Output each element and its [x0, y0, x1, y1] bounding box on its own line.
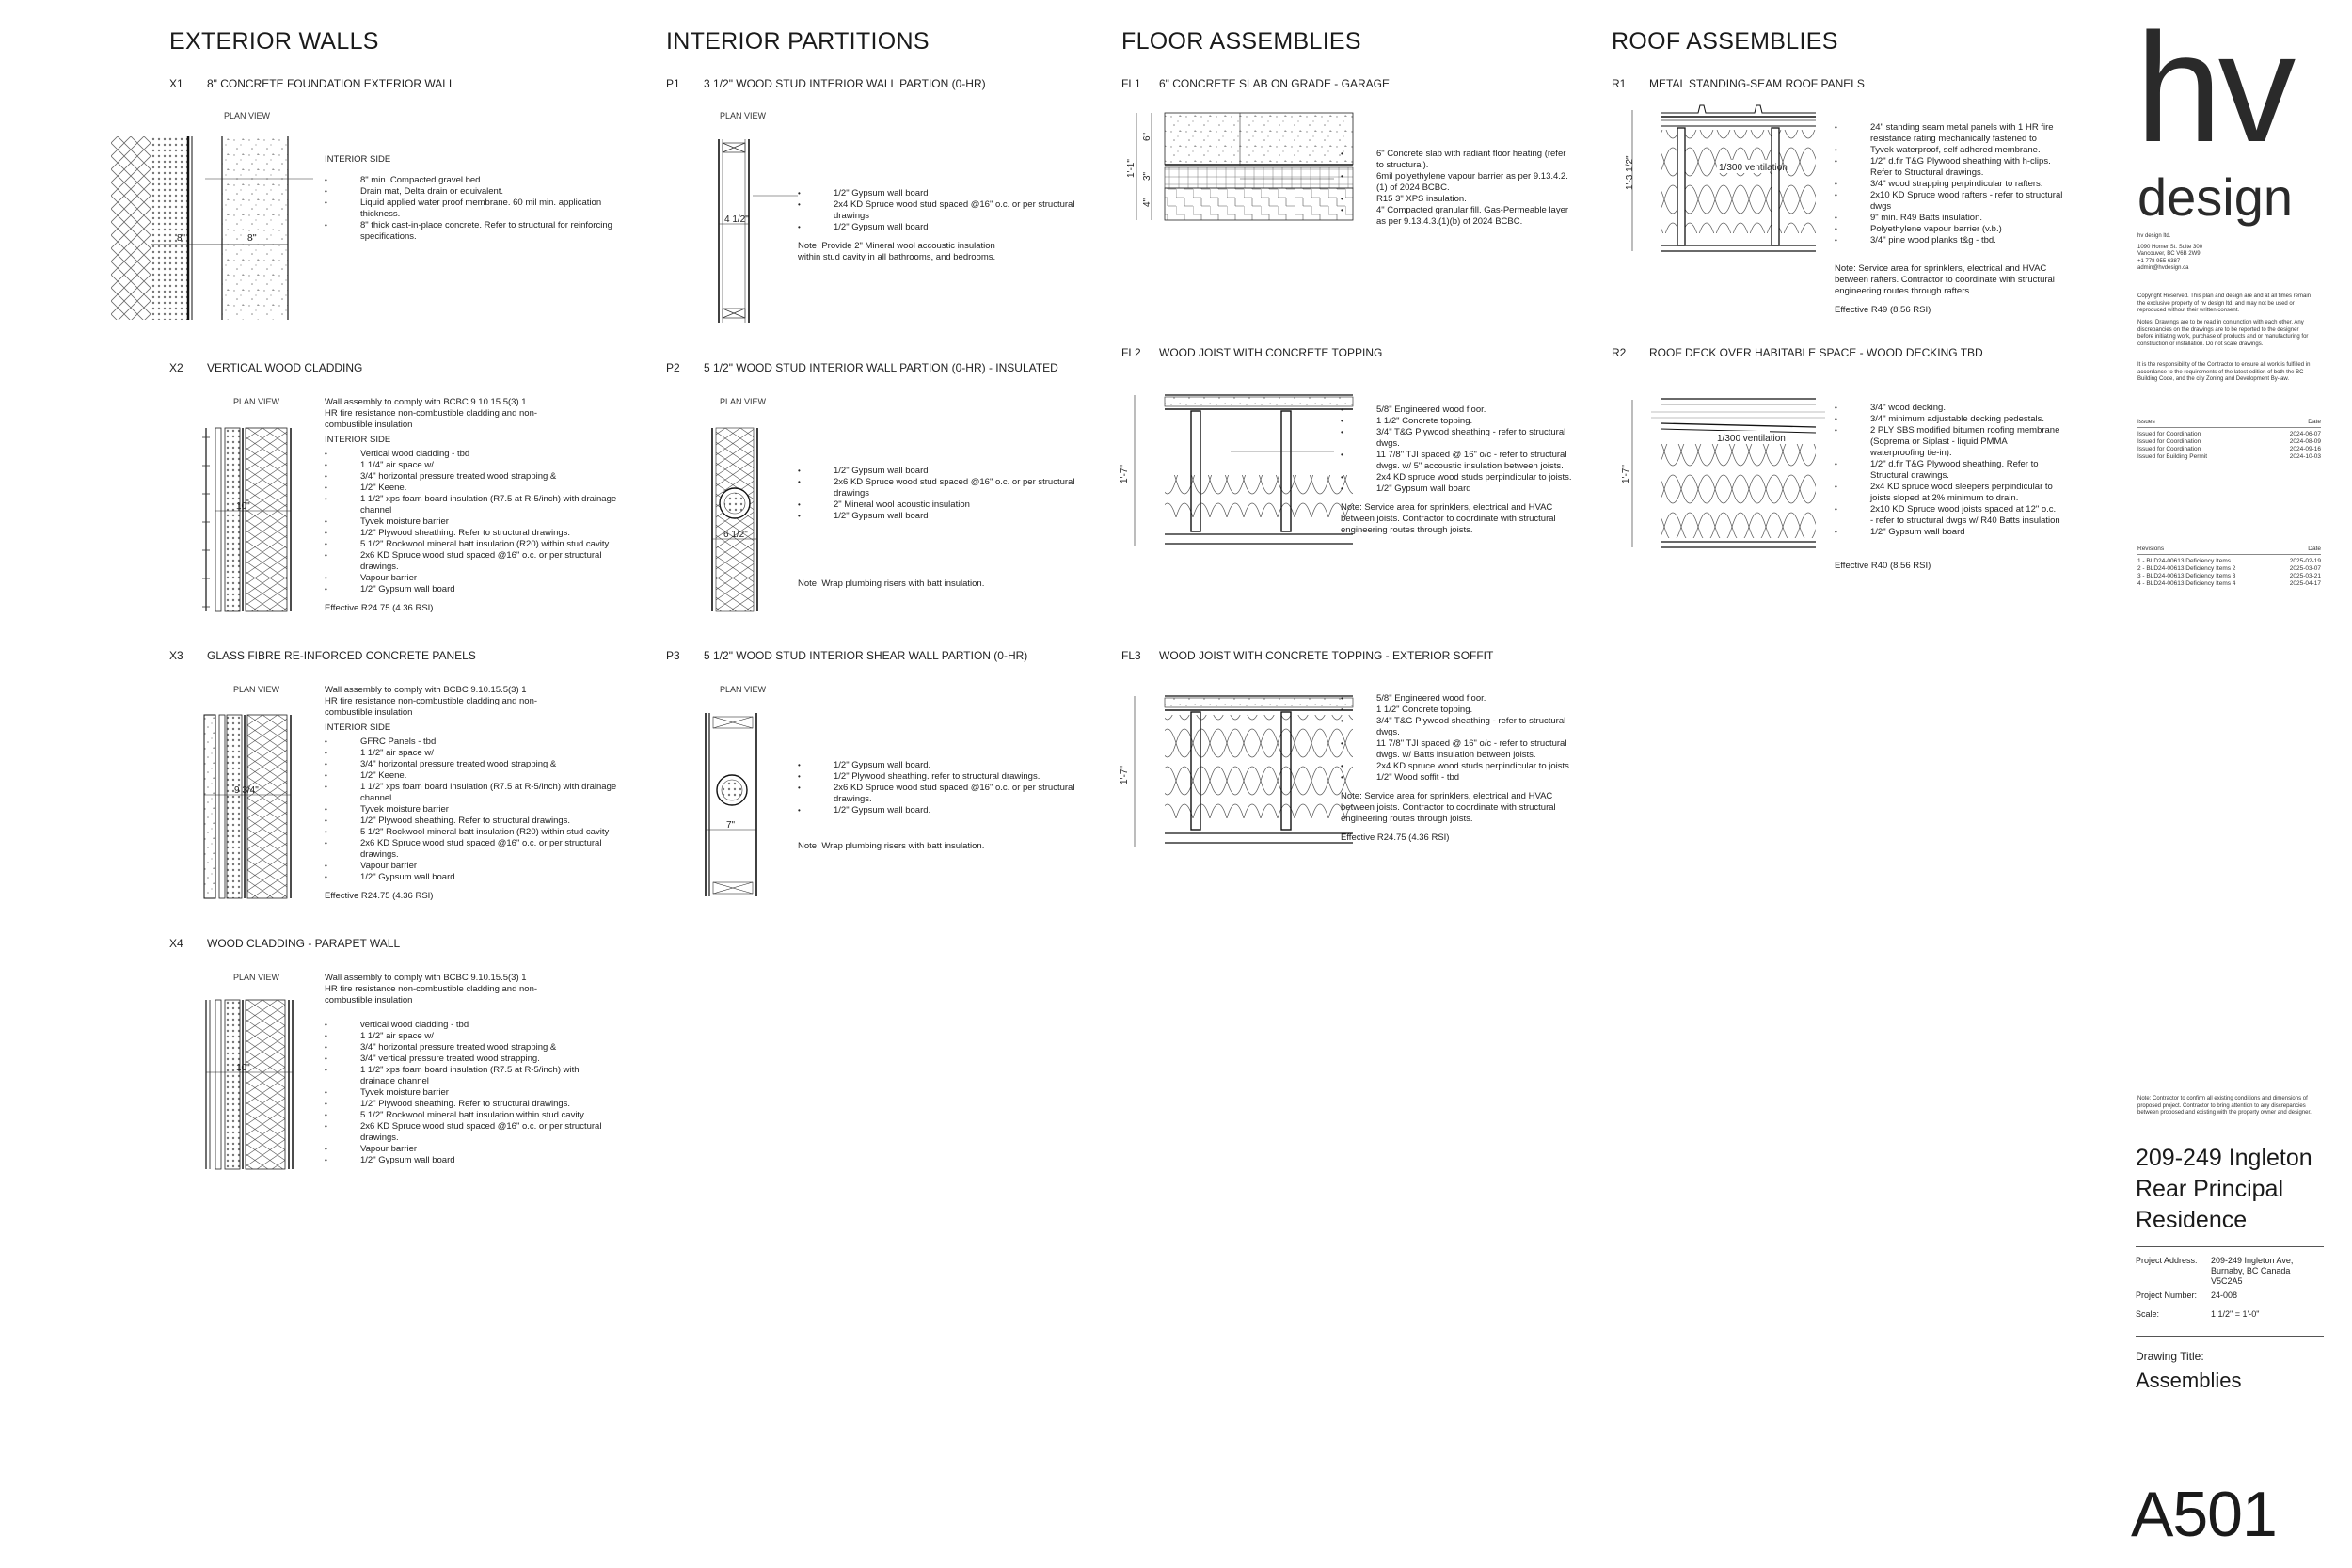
sheet-number: A501	[2131, 1479, 2277, 1550]
logo-design: design	[2137, 167, 2294, 227]
detail-r2-heading: R2 ROOF DECK OVER HABITABLE SPACE - WOOD DECKING TBD	[1612, 346, 1983, 359]
x3-dim: 9 3/4"	[234, 785, 259, 796]
plan-view-label: PLAN VIEW	[720, 397, 767, 406]
divider	[2136, 1246, 2324, 1247]
plan-view-label: PLAN VIEW	[224, 111, 271, 120]
detail-fl1-heading: FL1 6" CONCRETE SLAB ON GRADE - GARAGE	[1121, 77, 1390, 90]
drawing-title: Assemblies	[2136, 1369, 2242, 1392]
detail-x4-notes: Wall assembly to comply with BCBC 9.10.15.5(3) 1 HR fire resistance non-combustible cladding and non-combustible insulation • vertical wood cladding - tbd • 1 1/2" air space w/ • 3/4" horizontal pressure treated wood strapping & • 3/4" vertical pressure treated wood strapping. • 1 1/2" xps foam board insulation (R7.5 at R-5/inch) with drainage channel • Tyvek moisture barrier • 1/2" Plywood sheathing. Refer to structural drawings. • 5 1/2" Rockwool mineral batt insulation within stud cavity • 2x6 KD Spruce wood stud spaced @16" o.c. or per structural drawings. • Vapour barrier • 1/2" Gypsum wall board	[325, 973, 616, 1166]
detail-r2-drawing	[1613, 395, 1839, 555]
floor-assemblies-title: FLOOR ASSEMBLIES	[1121, 28, 1361, 55]
plan-view-label: PLAN VIEW	[720, 685, 767, 694]
revisions-table: Revisions Date 1 - BLD24-00613 Deficiency Items 2025-02-19 2 - BLD24-00613 Deficiency Items 2 2025-03-07 3 - BLD24-00613 Deficiency Items 3 2025-03-21 4 - BLD24-00613 Deficiency Items 4 2025-04-17	[2137, 546, 2321, 587]
x4-dim: 10"	[236, 1063, 250, 1073]
detail-fl3-drawing	[1108, 687, 1353, 856]
issues-table: Issues Date Issued for Coordination 2024-06-07 Issued for Coordination 2024-08-09 Issued for Coordination 2024-09-16 Issued for Building Permit 2024-10-03	[2137, 419, 2321, 460]
revision-row: 3 - BLD24-00613 Deficiency Items 3 2025-03-21	[2137, 573, 2321, 579]
r1-dim: 1'-3 1/2"	[1625, 155, 1635, 190]
detail-fl1-notes: • 6" Concrete slab with radiant floor heating (refer to structural). • 6mil polyethylene vapour barrier as per 9.13.4.2.(1) of 2024 BCBC. • R15 3" XPS insulation. • 4" Compacted granular fill. Gas-Permeable layer as per 9.13.4.3.(1)(b) of 2024 BCBC.	[1341, 149, 1571, 228]
plan-view-label: PLAN VIEW	[233, 685, 280, 694]
r1-vent: 1/300 ventilation	[1719, 163, 1788, 173]
detail-p1-notes: • 1/2" Gypsum wall board • 2x4 KD Spruce wood stud spaced @16" o.c. or per structural drawings • 1/2" Gypsum wall board Note: Provide 2" Mineral wool accoustic insulation within stud cavity in all bathrooms, and bedrooms.	[798, 188, 1089, 263]
p2-dim: 6 1/2"	[723, 530, 748, 540]
issue-row: Issued for Coordination 2024-09-16	[2137, 446, 2321, 452]
fl1-dim-fill: 4"	[1142, 198, 1152, 207]
contractor-note: Note: Contractor to confirm all existing conditions and dimensions of proposed project. Contractor to bring attention to any discrepancies between proposed and existing with the property owner and designer.	[2137, 1096, 2312, 1116]
fl3-dim: 1'-7"	[1120, 766, 1130, 784]
issue-row: Issued for Coordination 2024-08-09	[2137, 438, 2321, 445]
issue-row: Issued for Building Permit 2024-10-03	[2137, 453, 2321, 460]
plan-view-label: PLAN VIEW	[233, 397, 280, 406]
detail-x4-drawing	[202, 1000, 315, 1174]
detail-x2-heading: X2 VERTICAL WOOD CLADDING	[169, 361, 363, 374]
detail-p2-heading: P2 5 1/2" WOOD STUD INTERIOR WALL PARTION (0-HR) - INSULATED	[666, 361, 1058, 374]
detail-p3-notes: • 1/2" Gypsum wall board. • 1/2" Plywood sheathing. refer to structural drawings. • 2x6 KD Spruce wood stud spaced @16" o.c. or per structural drawings. • 1/2" Gypsum wall board. Note: Wrap plumbing risers with batt insulation.	[798, 760, 1099, 852]
plan-view-label: PLAN VIEW	[720, 111, 767, 120]
drawing-notes-text: Notes: Drawings are to be read in conjunction with each other. Any discrepancies on the drawings are to be reported to the designer before initiating work, purchase of products and or manufacturing for construction or installation. Do not scale drawings.	[2137, 320, 2309, 347]
detail-r1-heading: R1 METAL STANDING-SEAM ROOF PANELS	[1612, 77, 1865, 90]
detail-r1-notes: • 24" standing seam metal panels with 1 HR fire resistance rating mechanically fastened to • Tyvek waterproof, self adhered membrane. • 1/2" d.fir T&G Plywood sheathing with h-clips. Refer to Structural drawings. • 3/4" wood strapping perpindicular to rafters. • 2x10 KD Spruce wood rafters - refer to structural dwgs • 9" min. R49 Batts insulation. • Polyethylene vapour barrier (v.b.) • 3/4" pine wood planks t&g - tbd.	[1835, 122, 2070, 246]
revision-row: 4 - BLD24-00613 Deficiency Items 4 2025-04-17	[2137, 580, 2321, 587]
project-number: 24-008	[2211, 1291, 2238, 1300]
detail-fl2-drawing	[1108, 386, 1353, 555]
fl2-dim: 1'-7"	[1120, 465, 1130, 483]
detail-x1-heading: X1 8" CONCRETE FOUNDATION EXTERIOR WALL	[169, 77, 455, 90]
plan-view-label: PLAN VIEW	[233, 973, 280, 982]
revision-row: 1 - BLD24-00613 Deficiency Items 2025-02-19	[2137, 558, 2321, 564]
x1-dim-b: 8"	[247, 233, 257, 244]
detail-p1-heading: P1 3 1/2" WOOD STUD INTERIOR WALL PARTION (0-HR)	[666, 77, 986, 90]
interior-partitions-title: INTERIOR PARTITIONS	[666, 28, 930, 55]
detail-x3-drawing	[202, 715, 315, 903]
detail-p3-drawing	[704, 713, 807, 901]
copyright-text: Copyright Reserved. This plan and design are and at all times remain the exclusive property of hv design ltd. and may not be used or reproduced without their written consent.	[2137, 293, 2311, 313]
r2-dim: 1'-7"	[1621, 465, 1631, 483]
detail-fl3-notes: • 5/8" Engineered wood floor. • 1 1/2" Concrete topping. • 3/4" T&G Plywood sheathing - refer to structural dwgs. • 11 7/8" TJI spaced @ 16" o/c - refer to structural dwgs. w/ Batts insulation between joists. • 2x4 KD spruce wood studs perpindicular to joists. • 1/2" Wood soffit - tbd Note: Service area for sprinklers, electrical and HVAC between joists. Contractor to coordinate with structural engineering routes through joists. Effective R24.75 (4.36 RSI)	[1341, 693, 1585, 844]
detail-p3-heading: P3 5 1/2" WOOD STUD INTERIOR SHEAR WALL PARTION (0-HR)	[666, 649, 1028, 662]
detail-p1-drawing	[715, 139, 809, 325]
project-address-label: Project Address:	[2136, 1256, 2198, 1265]
divider	[2136, 1336, 2324, 1337]
p3-dim: 7"	[726, 820, 736, 831]
revision-row: 2 - BLD24-00613 Deficiency Items 2 2025-03-07	[2137, 565, 2321, 572]
roof-assemblies-title: ROOF ASSEMBLIES	[1612, 28, 1838, 55]
fl1-dim-xps: 3"	[1142, 171, 1152, 181]
r2-vent: 1/300 ventilation	[1717, 434, 1786, 444]
detail-r1-footer: Note: Service area for sprinklers, electrical and HVAC between rafters. Contractor to coordinate with structural engineering routes through rafters. Effective R49 (8.56 RSI)	[1835, 263, 2055, 315]
fl1-dim-total: 1'-1"	[1126, 159, 1136, 178]
x2-dim: 10"	[236, 501, 250, 512]
p1-dim: 4 1/2"	[724, 214, 749, 225]
project-number-label: Project Number:	[2136, 1291, 2198, 1300]
logo-hv: hv	[2136, 1, 2293, 174]
scale-value: 1 1/2" = 1'-0"	[2211, 1309, 2260, 1319]
detail-fl1-drawing	[1108, 113, 1353, 235]
detail-x2-drawing	[202, 428, 315, 616]
issue-row: Issued for Coordination 2024-06-07	[2137, 431, 2321, 437]
detail-r2-effective: Effective R40 (8.56 RSI)	[1835, 561, 1931, 571]
drawing-title-label: Drawing Title:	[2136, 1350, 2204, 1363]
exterior-walls-title: EXTERIOR WALLS	[169, 28, 379, 55]
detail-x1-notes: INTERIOR SIDE • 8" min. Compacted gravel bed. • Drain mat, Delta drain or equivalent. • Liquid applied water proof membrane. 60 mil min. application thickness. • 8" thick cast-in-place concrete. Refer to structural for reinforcing specifications.	[325, 150, 626, 243]
scale-label: Scale:	[2136, 1309, 2160, 1319]
detail-x3-notes: Wall assembly to comply with BCBC 9.10.15.5(3) 1 HR fire resistance non-combustible cladding and non-combustible insulation INTERIOR SIDE • GFRC Panels - tbd • 1 1/2" air space w/ • 3/4" horizontal pressure treated wood strapping & • 1/2" Keene. • 1 1/2" xps foam board insulation (R7.5 at R-5/inch) with drainage channel • Tyvek moisture barrier • 1/2" Plywood sheathing. Refer to structural drawings. • 5 1/2" Rockwool mineral batt insulation (R20) within stud cavity • 2x6 KD Spruce wood stud spaced @16" o.c. or per structural drawings. • Vapour barrier • 1/2" Gypsum wall board Effective R24.75 (4.36 RSI)	[325, 685, 635, 902]
detail-fl2-heading: FL2 WOOD JOIST WITH CONCRETE TOPPING	[1121, 346, 1383, 359]
detail-x4-heading: X4 WOOD CLADDING - PARAPET WALL	[169, 937, 401, 950]
detail-r2-notes: • 3/4" wood decking. • 3/4" minimum adjustable decking pedestals. • 2 PLY SBS modified bitumen roofing membrane (Soprema or Siplast - liquid PMMA waterproofing tie-in). • 1/2" d.fir T&G Plywood sheathing. Refer to Structural drawings. • 2x4 KD spruce wood sleepers perpindicular to joists sloped at 2% minimum to drain. • 2x10 KD Spruce wood joists spaced at 12" o.c. - refer to structural dwgs w/ R40 Batts insulation • 1/2" Gypsum wall board	[1835, 403, 2060, 538]
fl1-dim-slab: 6"	[1142, 132, 1152, 141]
detail-fl2-notes: • 5/8" Engineered wood floor. • 1 1/2" Concrete topping. • 3/4" T&G Plywood sheathing - refer to structural dwgs. • 11 7/8" TJI spaced @ 16" o/c - refer to structural dwgs. w/ 5" accoustic insulation between joists. • 2x4 KD spruce wood studs perpindicular to joists. • 1/2" Gypsum wall board Note: Service area for sprinklers, electrical and HVAC between joists. Contractor to coordinate with structural engineering routes through joists.	[1341, 404, 1585, 536]
firm-info: hv design ltd. 1090 Homer St. Suite 300 Vancouver, BC V6B 2W9 +1 778 955 6387 admin@hvdesign.ca	[2137, 233, 2203, 271]
project-address: 209-249 Ingleton Ave, Burnaby, BC Canada V5C2A5	[2211, 1256, 2294, 1286]
detail-x2-notes: Wall assembly to comply with BCBC 9.10.15.5(3) 1 HR fire resistance non-combustible cladding and non-combustible insulation INTERIOR SIDE • Vertical wood cladding - tbd • 1 1/4" air space w/ • 3/4" horizontal pressure treated wood strapping & • 1/2" Keene. • 1 1/2" xps foam board insulation (R7.5 at R-5/inch) with drainage channel • Tyvek moisture barrier • 1/2" Plywood sheathing. Refer to structural drawings. • 5 1/2" Rockwool mineral batt insulation (R20) within stud cavity • 2x6 KD Spruce wood stud spaced @16" o.c. or per structural drawings. • Vapour barrier • 1/2" Gypsum wall board Effective R24.75 (4.36 RSI)	[325, 397, 635, 614]
detail-r1-drawing	[1613, 105, 1839, 256]
project-name: 209-249 Ingleton Rear Principal Residence	[2136, 1145, 2312, 1233]
detail-p2-notes: • 1/2" Gypsum wall board • 2x6 KD Spruce wood stud spaced @16" o.c. or per structural drawings • 2" Mineral wool acoustic insulation • 1/2" Gypsum wall board Note: Wrap plumbing risers with batt insulation.	[798, 466, 1089, 590]
detail-x3-heading: X3 GLASS FIBRE RE-INFORCED CONCRETE PANELS	[169, 649, 476, 662]
x1-dim-a: 8"	[177, 233, 186, 244]
detail-fl3-heading: FL3 WOOD JOIST WITH CONCRETE TOPPING - EXTERIOR SOFFIT	[1121, 649, 1494, 662]
detail-x1-drawing	[111, 136, 290, 325]
responsibility-text: It is the responsibility of the Contractor to ensure all work is fulfilled in accordance to the requirements of the latest edition of both the BC Building Code, and the city Zoning and Development By-law.	[2137, 362, 2311, 382]
